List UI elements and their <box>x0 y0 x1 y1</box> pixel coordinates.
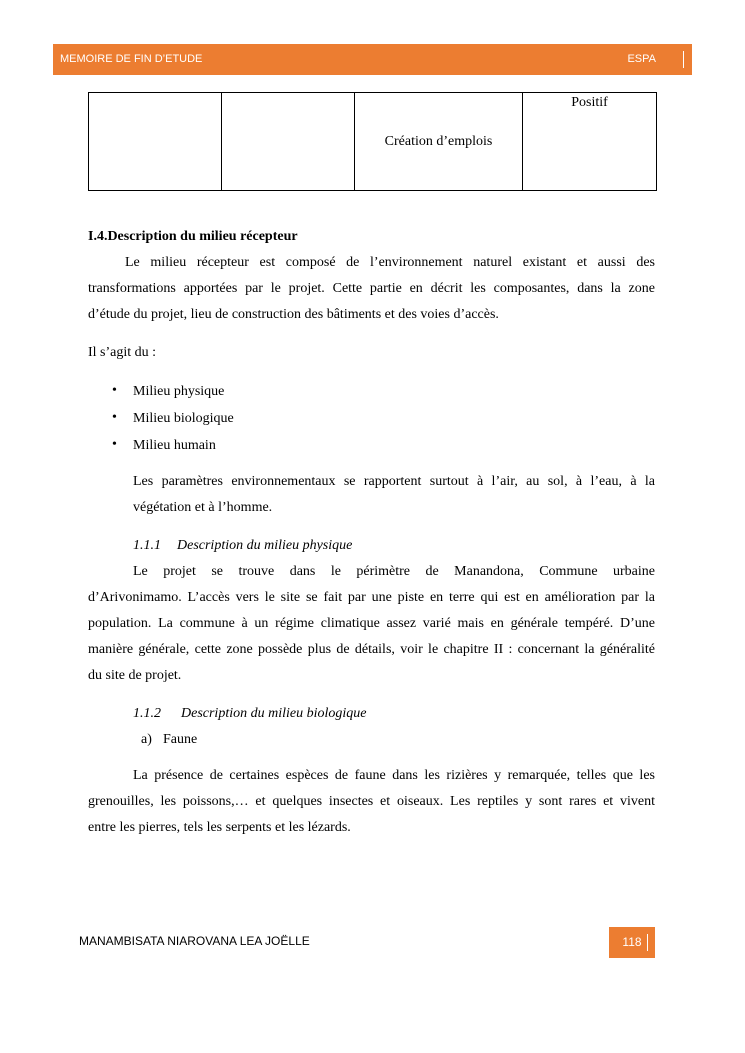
impact-table <box>88 92 657 191</box>
intro-line-1: Le milieu récepteur est composé de l’environnement naturel existant et aussi des <box>125 255 655 270</box>
intro-line-3: d’étude du projet, lieu de construction des bâtiments et des voies d’accès. <box>88 307 499 322</box>
table-cell <box>89 93 222 191</box>
physique-line-5: du site de projet. <box>88 668 182 683</box>
bullet-icon: • <box>112 437 117 452</box>
table-cell <box>222 93 355 191</box>
page-number: 118 <box>622 935 642 949</box>
table-cell: Positif <box>523 93 657 191</box>
bullet-icon: • <box>112 383 117 398</box>
header-divider <box>683 51 684 68</box>
physique-line-2: d’Arivonimamo. L’accès vers le site se fait par une piste en terre qui est en amélioration par la <box>88 590 655 605</box>
header-school: ESPA <box>627 53 656 65</box>
faune-line-1: La présence de certaines espèces de faune dans les rizières y remarquée, telles que les <box>133 768 655 783</box>
subsection-number: 1.1.1 <box>133 538 161 553</box>
header-title: MEMOIRE DE FIN D’ETUDE <box>60 53 203 65</box>
physique-line-1: Le projet se trouve dans le périmètre de Manandona, Commune urbaine <box>133 564 655 579</box>
intro-line-2: transformations apportées par le projet. Cette partie en décrit les composantes, dans la zone <box>88 281 655 296</box>
list-item: Milieu humain <box>133 438 216 453</box>
subsection-title: Description du milieu physique <box>177 538 353 553</box>
footer-author: MANAMBISATA NIAROVANA LEA JOËLLE <box>79 934 310 948</box>
page-header <box>53 44 692 75</box>
faune-line-3: entre les pierres, tels les serpents et les lézards. <box>88 820 351 835</box>
il-sagit-text: Il s’agit du : <box>88 345 157 360</box>
item-text: Faune <box>163 732 198 747</box>
bullet-icon: • <box>112 410 117 425</box>
physique-line-4: manière générale, cette zone possède plus de détails, voir le chapitre II : concernant la généralité <box>88 642 655 657</box>
list-item: Milieu physique <box>133 384 225 399</box>
section-title: I.4.Description du milieu récepteur <box>88 229 298 244</box>
params-line-2: végétation et à l’homme. <box>133 500 273 515</box>
subsection-number: 1.1.2 <box>133 706 161 721</box>
item-label: a) <box>141 732 152 747</box>
table-row <box>89 93 657 191</box>
list-item: Milieu biologique <box>133 411 234 426</box>
page-number-divider <box>647 934 648 951</box>
table-cell: Création d’emplois <box>355 93 523 191</box>
subsection-title: Description du milieu biologique <box>181 706 367 721</box>
physique-line-3: population. La commune à un régime climatique assez varié mais en générale tempéré. D’une <box>88 616 655 631</box>
faune-line-2: grenouilles, les poissons,… et quelques insectes et oiseaux. Les reptiles y sont rares et vivent <box>88 794 655 809</box>
params-line-1: Les paramètres environnementaux se rapportent surtout à l’air, au sol, à l’eau, à la <box>133 474 655 489</box>
page-number-badge <box>609 927 655 958</box>
